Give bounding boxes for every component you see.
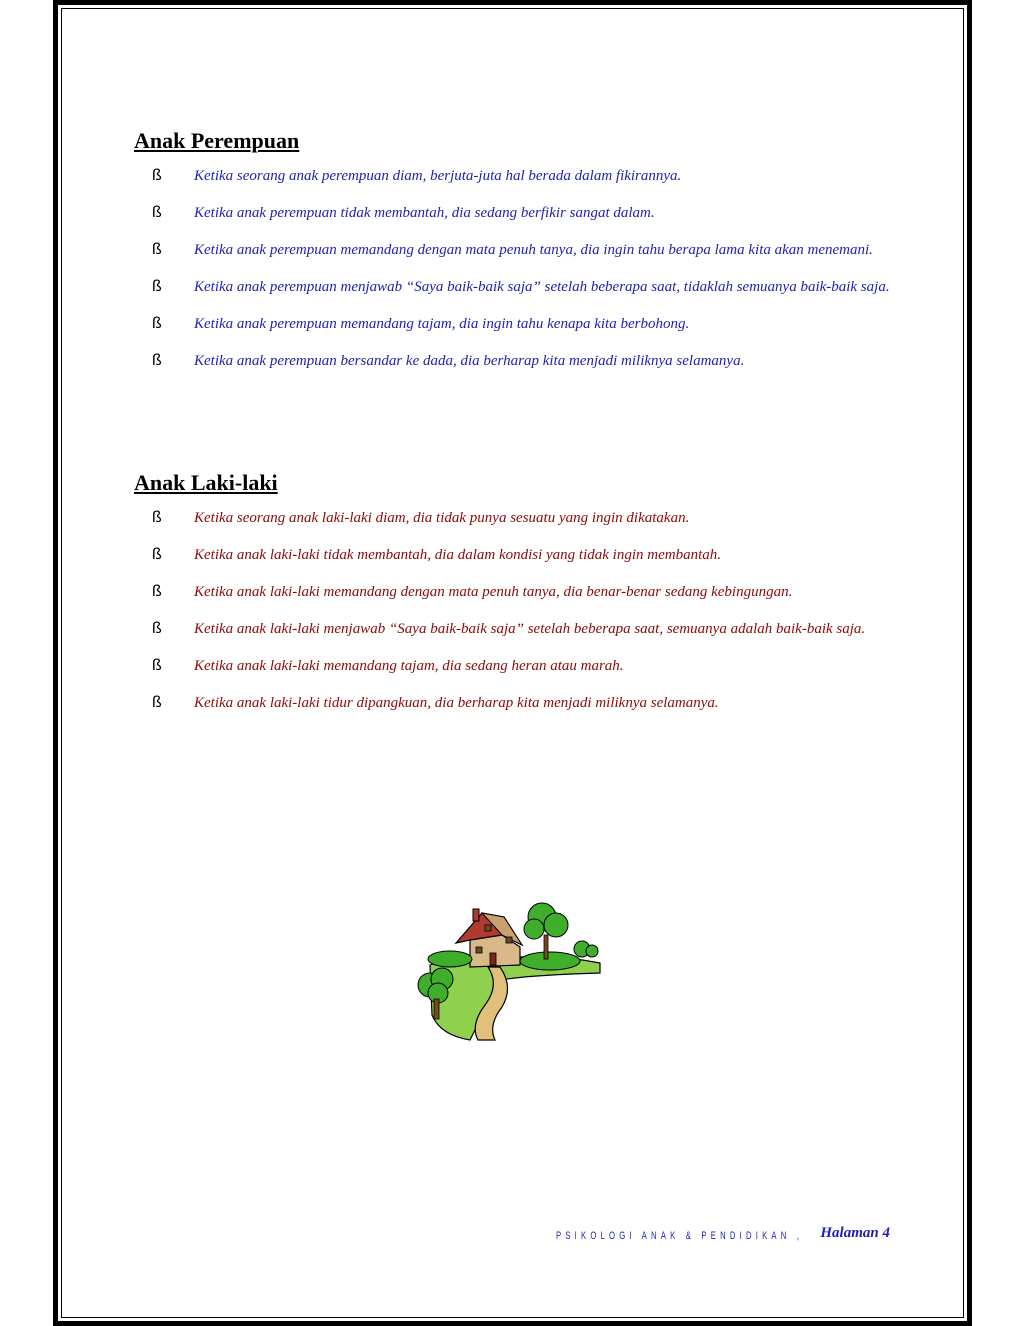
list-item: ß Ketika anak laki-laki menjawab “Saya baik-baik saja” setelah beberapa saat, semuanya adalah baik-baik saja.	[152, 620, 866, 637]
bullet-icon: ß	[152, 546, 162, 563]
bullet-icon: ß	[152, 583, 162, 600]
bullet-icon: ß	[152, 620, 162, 637]
bullet-icon: ß	[152, 352, 162, 369]
list-item: ß Ketika anak perempuan bersandar ke dada, dia berharap kita menjadi miliknya selamanya.	[152, 352, 745, 369]
list-item: ß Ketika anak laki-laki memandang dengan mata penuh tanya, dia benar-benar sedang kebingungan.	[152, 583, 793, 600]
page-number: Halaman 4	[820, 1225, 890, 1241]
list-item: ß Ketika seorang anak laki-laki diam, dia tidak punya sesuatu yang ingin dikatakan.	[152, 509, 690, 526]
list-item: ß Ketika anak perempuan memandang dengan mata penuh tanya, dia ingin tahu berapa lama kita akan menemani.	[152, 241, 873, 258]
bullet-icon: ß	[152, 694, 162, 711]
bullet-icon: ß	[152, 278, 162, 295]
section-heading: Anak Perempuan	[134, 128, 300, 153]
bullet-icon: ß	[152, 315, 162, 332]
section-anak-laki-laki	[134, 470, 894, 730]
list-item: ß Ketika seorang anak perempuan diam, berjuta-juta hal berada dalam fikirannya.	[152, 167, 682, 184]
bullet-icon: ß	[152, 657, 162, 674]
section-heading: Anak Laki-laki	[134, 470, 278, 495]
page-footer	[556, 1227, 896, 1243]
list-item: ß Ketika anak laki-laki tidur dipangkuan, dia berharap kita menjadi miliknya selamanya.	[152, 694, 719, 711]
footer-title: PSIKOLOGI ANAK & PENDIDIKAN ,	[556, 1230, 804, 1242]
item-list	[134, 508, 894, 713]
section-anak-perempuan	[134, 128, 894, 388]
list-item: ß Ketika anak laki-laki memandang tajam, dia sedang heran atau marah.	[152, 657, 624, 674]
item-list	[134, 166, 894, 371]
bullet-icon: ß	[152, 241, 162, 258]
bullet-icon: ß	[152, 167, 162, 184]
list-item: ß Ketika anak laki-laki tidak membantah, dia dalam kondisi yang tidak ingin membantah.	[152, 546, 721, 563]
bullet-icon: ß	[152, 204, 162, 221]
list-item: ß Ketika anak perempuan memandang tajam, dia ingin tahu kenapa kita berbohong.	[152, 315, 690, 332]
list-item: ß Ketika anak perempuan tidak membantah, dia sedang berfikir sangat dalam.	[152, 204, 655, 221]
house-landscape-icon	[410, 895, 610, 1045]
bullet-icon: ß	[152, 509, 162, 526]
list-item: ß Ketika anak perempuan menjawab “Saya baik-baik saja” setelah beberapa saat, tidaklah semuanya baik-baik saja.	[152, 278, 890, 295]
